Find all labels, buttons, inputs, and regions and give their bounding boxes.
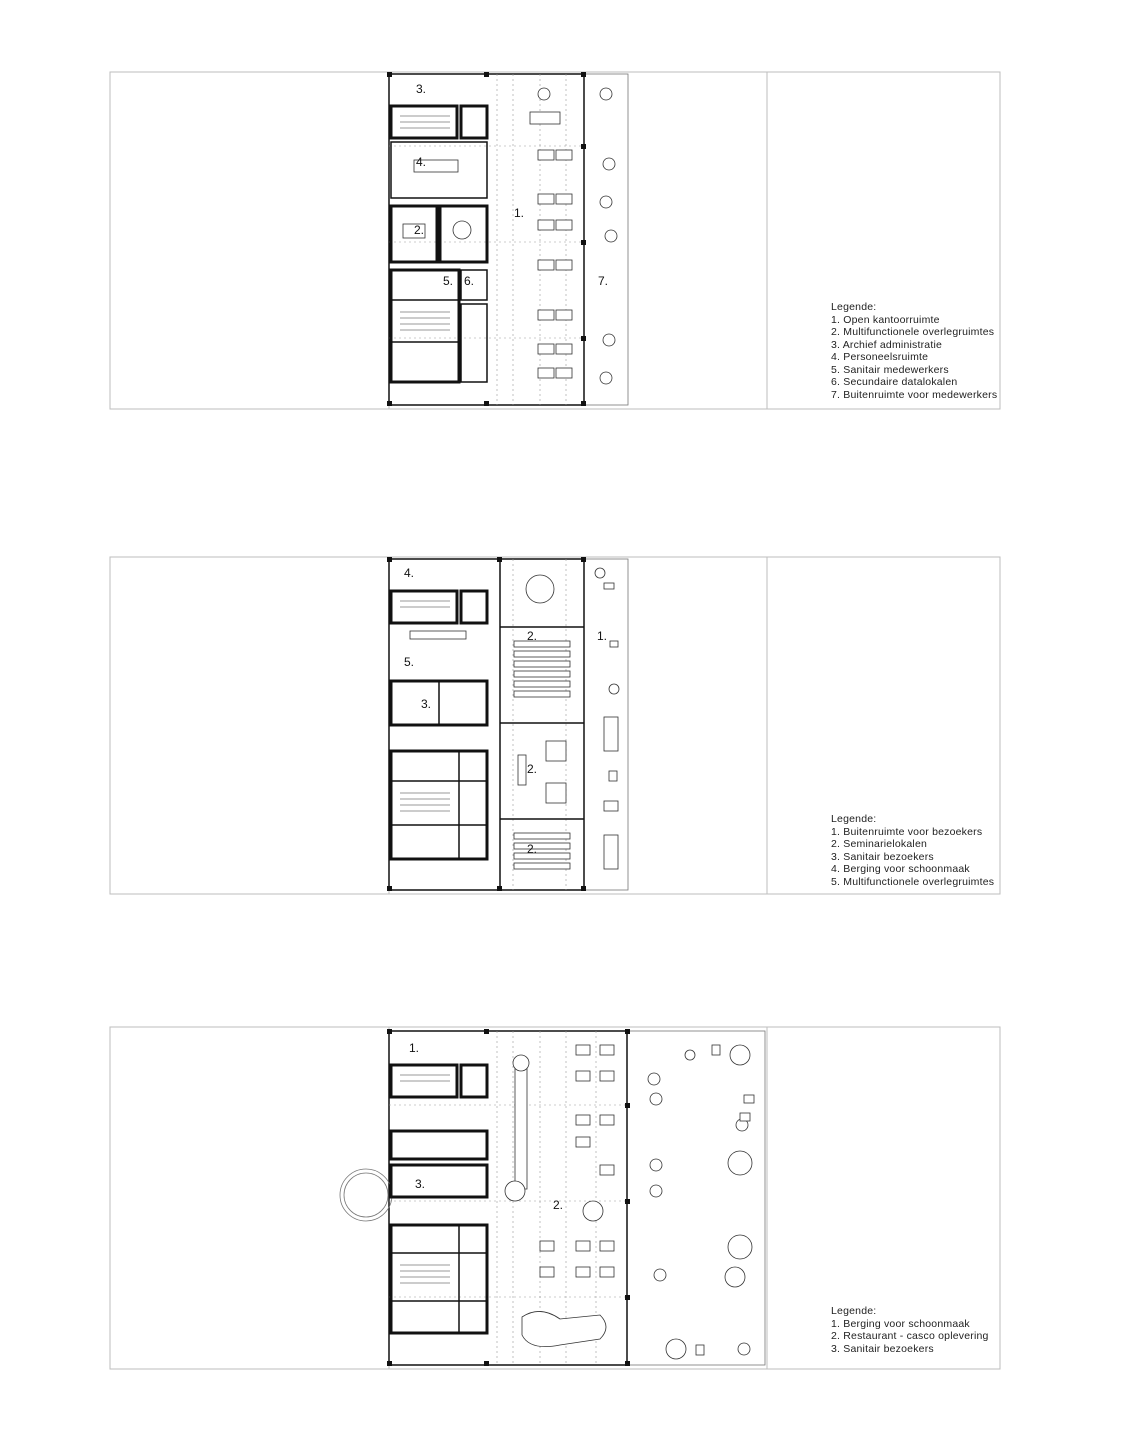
room-label-2-a: 2. bbox=[527, 629, 538, 643]
legend-plan-2 bbox=[831, 813, 994, 888]
legend-item: 2. Multifunctionele overlegruimtes bbox=[831, 326, 995, 338]
legend-item: 3. Sanitair bezoekers bbox=[831, 1342, 934, 1355]
legend-item: 5. Sanitair medewerkers bbox=[831, 363, 949, 376]
legend-list bbox=[831, 1318, 989, 1356]
legend-list bbox=[831, 826, 994, 889]
legend-item: 4. Berging voor schoonmaak bbox=[831, 863, 970, 875]
floor-plan-2 bbox=[0, 545, 1124, 945]
legend-item: 3. Sanitair bezoekers bbox=[831, 850, 934, 863]
legend-item: 3. Archief administratie bbox=[831, 338, 943, 351]
legend-title: Legende: bbox=[831, 813, 877, 825]
room-label-4: 4. bbox=[416, 155, 427, 169]
sanitary-block-a bbox=[391, 1131, 487, 1159]
legend-item: 1. Open kantoorruimte bbox=[831, 313, 940, 326]
legend-item: 5. Multifunctionele overlegruimtes bbox=[831, 875, 995, 888]
room-label-1: 1. bbox=[514, 206, 525, 220]
legend-item: 2. Seminarielokalen bbox=[831, 838, 928, 850]
seminar-seating bbox=[514, 575, 570, 869]
room-label-5: 5. bbox=[404, 655, 415, 669]
room-label-2-c: 2. bbox=[527, 842, 538, 856]
legend-list bbox=[831, 314, 997, 402]
legend-item: 2. Restaurant - casco oplevering bbox=[831, 1330, 989, 1342]
legend-item: 6. Secundaire datalokalen bbox=[831, 376, 958, 388]
room-label-6: 6. bbox=[464, 274, 475, 288]
room-label-2: 2. bbox=[414, 223, 425, 237]
room-label-2-b: 2. bbox=[527, 762, 538, 776]
room-label-1: 1. bbox=[597, 629, 608, 643]
legend-item: 1. Buitenruimte voor bezoekers bbox=[831, 825, 983, 838]
meeting-table bbox=[410, 631, 466, 639]
room-label-1: 1. bbox=[409, 1041, 420, 1055]
terrace-seats bbox=[595, 568, 619, 869]
garden-area bbox=[627, 1031, 765, 1365]
floor-plan-1 bbox=[0, 60, 1124, 460]
legend-item: 7. Buitenruimte voor medewerkers bbox=[831, 388, 998, 401]
room-label-2: 2. bbox=[553, 1198, 564, 1212]
legend-item: 1. Berging voor schoonmaak bbox=[831, 1317, 970, 1330]
terrace-seats bbox=[600, 88, 617, 384]
room-label-5: 5. bbox=[443, 274, 454, 288]
restaurant-tables bbox=[522, 1045, 614, 1347]
sanitary-block-b bbox=[391, 1165, 487, 1197]
bar-counter bbox=[515, 1063, 527, 1189]
stair-hatch bbox=[400, 116, 450, 330]
legend-title: Legende: bbox=[831, 301, 877, 313]
room-label-4: 4. bbox=[404, 566, 415, 580]
room-label-3: 3. bbox=[415, 1177, 426, 1191]
drawing-frame bbox=[389, 72, 767, 409]
legend-plan-1 bbox=[831, 301, 997, 401]
room-label-7: 7. bbox=[598, 274, 609, 288]
floor-plan-3 bbox=[0, 1015, 1124, 1415]
floor-plan-3-drawing bbox=[0, 1015, 1124, 1415]
legend-item: 4. Personeelsruimte bbox=[831, 351, 929, 363]
round-annex bbox=[340, 1169, 392, 1221]
room-label-3: 3. bbox=[416, 82, 427, 96]
garden-planting bbox=[648, 1045, 754, 1359]
legend-plan-3 bbox=[831, 1305, 989, 1355]
legend-title: Legende: bbox=[831, 1305, 877, 1317]
room-label-3: 3. bbox=[421, 697, 432, 711]
stair-core-bottom bbox=[391, 1225, 487, 1333]
